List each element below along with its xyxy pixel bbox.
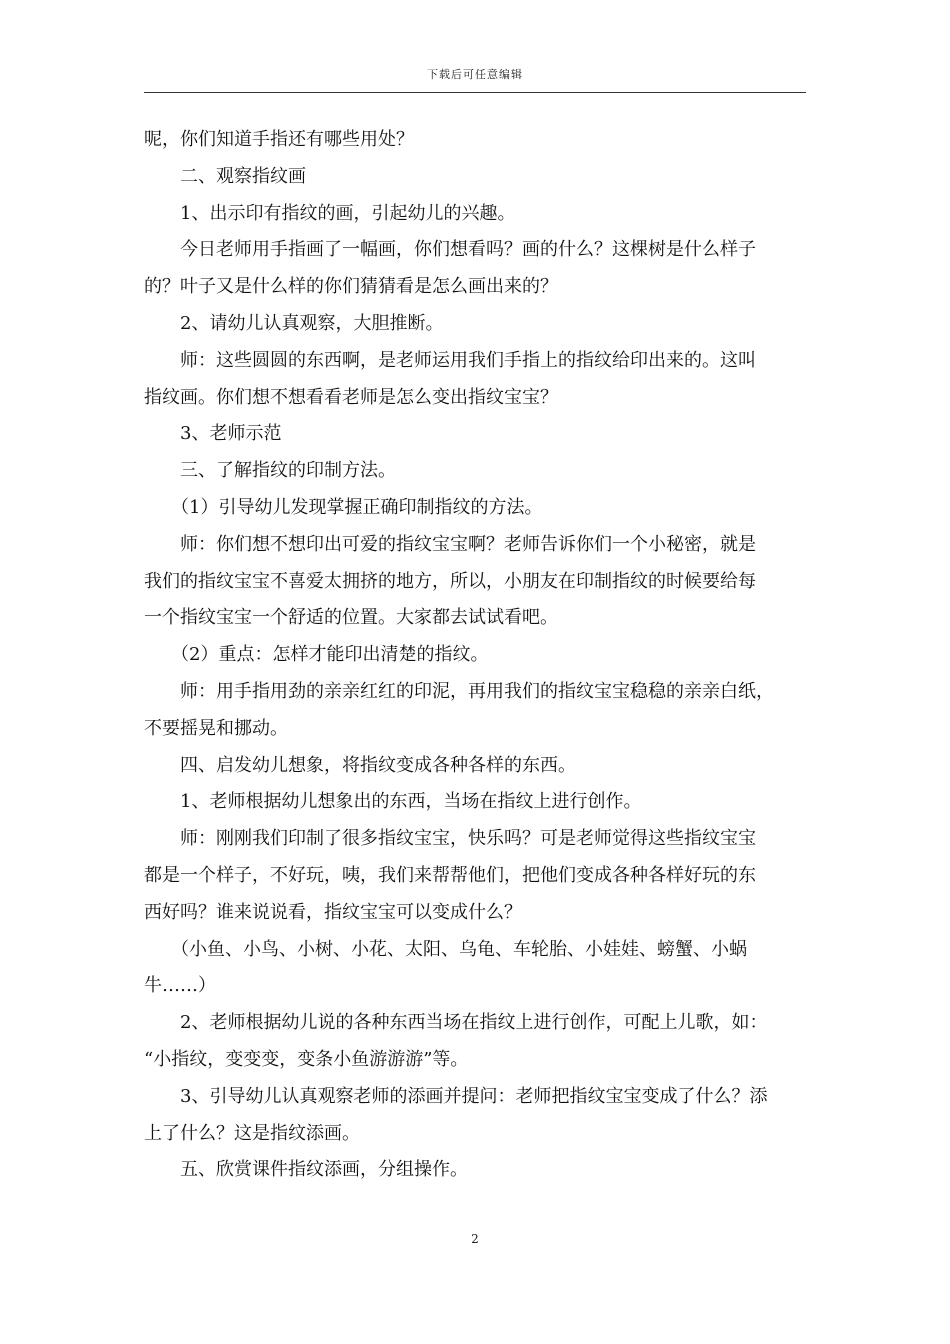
text-line: 我们的指纹宝宝不喜爱太拥挤的地方，所以，小朋友在印制指纹的时候要给每 (144, 570, 756, 592)
text-line: 五、欣赏课件指纹添画，分组操作。 (144, 1159, 468, 1181)
page-header: 下载后可任意编辑 (427, 68, 523, 81)
text-line: 1、出示印有指纹的画，引起幼儿的兴趣。 (144, 202, 516, 224)
text-line: 1、老师根据幼儿想象出的东西，当场在指纹上进行创作。 (144, 791, 642, 813)
text-line: 三、了解指纹的印制方法。 (144, 460, 396, 482)
text-line: 2、老师根据幼儿说的各种东西当场在指纹上进行创作，可配上儿歌，如： (144, 1012, 768, 1034)
text-line: 3、引导幼儿认真观察老师的添画并提问：老师把指纹宝宝变成了什么？添 (144, 1085, 768, 1107)
document-body (144, 122, 814, 1189)
text-line: 师：用手指用劲的亲亲红红的印泥，再用我们的指纹宝宝稳稳的亲亲白纸， (144, 680, 774, 702)
text-line: 3、老师示范 (144, 423, 282, 445)
text-line: 牛……） (144, 975, 216, 997)
text-line: 师：刚刚我们印制了很多指纹宝宝，快乐吗？可是老师觉得这些指纹宝宝 (144, 828, 756, 850)
text-line: 四、启发幼儿想象，将指纹变成各种各样的东西。 (144, 754, 576, 776)
text-line: 二、观察指纹画 (144, 165, 306, 187)
text-line: 不要摇晃和挪动。 (144, 717, 288, 739)
header-divider (144, 92, 806, 93)
page-number: 2 (471, 1232, 479, 1246)
text-line: 2、请幼儿认真观察，大胆推断。 (144, 312, 444, 334)
text-line: 西好吗？谁来说说看，指纹宝宝可以变成什么？ (144, 901, 522, 923)
text-line: “小指纹，变变变，变条小鱼游游游”等。 (144, 1048, 469, 1070)
text-line: 师：这些圆圆的东西啊，是老师运用我们手指上的指纹给印出来的。这叫 (144, 349, 756, 371)
text-line: （小鱼、小鸟、小树、小花、太阳、乌龟、车轮胎、小娃娃、螃蟹、小蜗 (144, 938, 747, 960)
text-line: 今日老师用手指画了一幅画，你们想看吗？画的什么？这棵树是什么样子 (144, 239, 756, 261)
text-line: 师：你们想不想印出可爱的指纹宝宝啊？老师告诉你们一个小秘密，就是 (144, 533, 756, 555)
text-line: 的？叶子又是什么样的你们猜猜看是怎么画出来的？ (144, 276, 558, 298)
text-line: 都是一个样子，不好玩，咦，我们来帮帮他们，把他们变成各种各样好玩的东 (144, 864, 756, 886)
text-line: 一个指纹宝宝一个舒适的位置。大家都去试试看吧。 (144, 607, 558, 629)
text-line: 上了什么？这是指纹添画。 (144, 1122, 360, 1144)
text-line: 呢，你们知道手指还有哪些用处？ (144, 129, 414, 150)
text-line: （1）引导幼儿发现掌握正确印制指纹的方法。 (144, 496, 543, 518)
text-line: （2）重点：怎样才能印出清楚的指纹。 (144, 644, 489, 666)
text-line: 指纹画。你们想不想看看老师是怎么变出指纹宝宝？ (144, 386, 558, 408)
